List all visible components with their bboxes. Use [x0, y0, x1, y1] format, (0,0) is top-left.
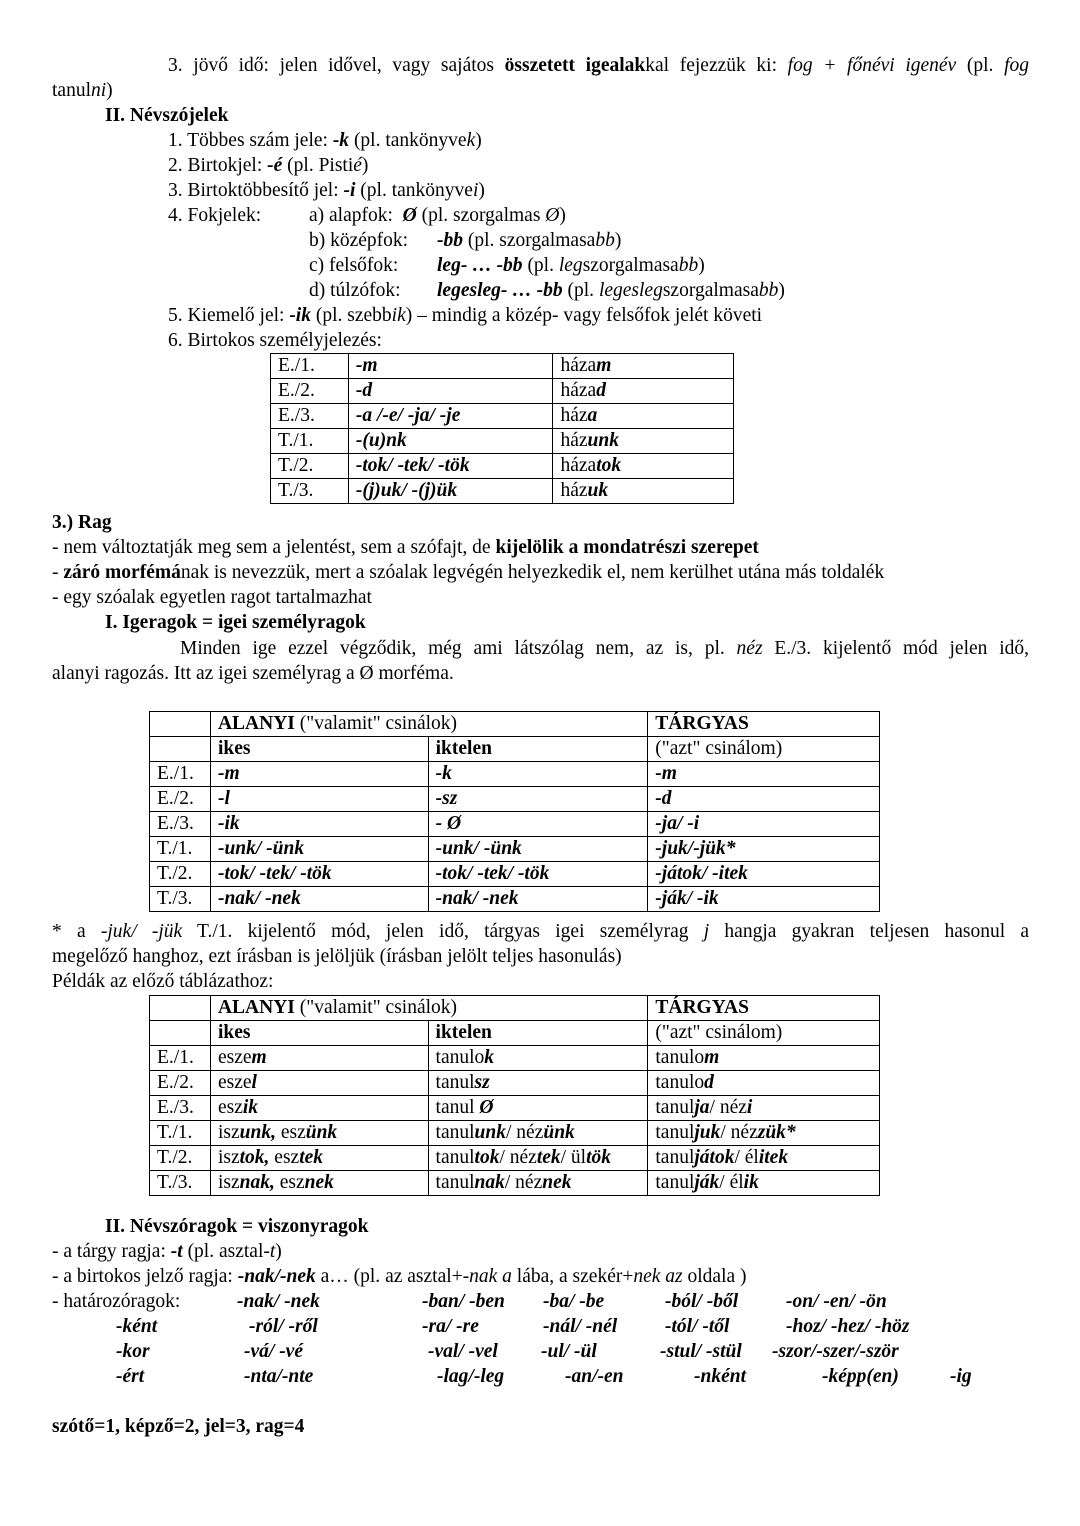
suffix-cell: -a /-e/ -ja/ -je: [348, 404, 553, 429]
empty-cell: [150, 996, 211, 1021]
table-row: [150, 812, 880, 837]
ikes-cell: -nak/ -nek: [210, 887, 428, 912]
suffix-cell: -m: [348, 354, 553, 379]
alanyi-header: ALANYI ("valamit" csinálok): [210, 996, 647, 1021]
person-cell: T./2.: [271, 454, 349, 479]
possessive-case: - a birtokos jelző ragja: -nak/-nek a… (pl. az asztal+-nak a lába, a szekér+nek az oldala ): [52, 1266, 747, 1287]
person-cell: E./3.: [150, 812, 211, 837]
rag-point-1: - nem változtatják meg sem a jelentést, sem a szófajt, de kijelölik a mondatrészi szerepet: [52, 537, 759, 558]
table-row: [271, 454, 734, 479]
table-row: [271, 429, 734, 454]
case-suffix: -ba/ -be: [543, 1291, 605, 1312]
case-suffix: -ra/ -re: [422, 1316, 479, 1337]
targyas-example-cell: tanulja/ nézi: [648, 1096, 880, 1121]
table-row: [271, 479, 734, 504]
targyas-example-cell: tanulom: [648, 1046, 880, 1071]
person-cell: E./2.: [150, 787, 211, 812]
suffix-cell: -(j)uk/ -(j)ük: [348, 479, 553, 504]
degree-superlative-detail: leg- … -bb (pl. legszorgalmasabb): [437, 255, 705, 276]
iktelen-cell: -unk/ -ünk: [428, 837, 648, 862]
table-row: [271, 404, 734, 429]
ikes-header: ikes: [210, 737, 428, 762]
targyas-cell: -ja/ -i: [648, 812, 880, 837]
rag-point-3: - egy szóalak egyetlen ragot tartalmazhat: [52, 587, 372, 608]
targyas-example-cell: tanulják/ élik: [648, 1171, 880, 1196]
table-row: [271, 354, 734, 379]
empty-cell: [150, 1021, 211, 1046]
person-cell: E./1.: [150, 762, 211, 787]
targyas-cell: -ják/ -ik: [648, 887, 880, 912]
iktelen-cell: -nak/ -nek: [428, 887, 648, 912]
iktelen-cell: -tok/ -tek/ -tök: [428, 862, 648, 887]
case-suffix: -nak/ -nek: [237, 1291, 320, 1312]
person-cell: T./2.: [150, 1146, 211, 1171]
targyas-example-cell: tanuljátok/ élitek: [648, 1146, 880, 1171]
emphatic-marker: 5. Kiemelő jel: -ik (pl. szebbik) – mindig a közép- vagy felsőfok jelét követi: [168, 305, 763, 326]
case-suffix: -hoz/ -hez/ -höz: [786, 1316, 910, 1337]
table-row: [150, 1121, 880, 1146]
targyas-cell: -játok/ -itek: [648, 862, 880, 887]
case-suffix: -tól/ -től: [665, 1316, 730, 1337]
person-cell: E./2.: [271, 379, 349, 404]
object-case: - a tárgy ragja: -t (pl. asztal-t): [52, 1241, 282, 1262]
targyas-header: TÁRGYAS: [648, 996, 880, 1021]
degree-excessive-detail: legesleg- … -bb (pl. legeslegszorgalmasabb): [437, 280, 785, 301]
nominal-heading: II. Névszójelek: [105, 105, 229, 126]
iktelen-example-cell: tanulnak/ néznek: [428, 1171, 648, 1196]
possessive-marker: 2. Birtokjel: -é (pl. Pistié): [168, 155, 369, 176]
case-suffix: -val/ -vel: [428, 1341, 498, 1362]
case-suffix: -vá/ -vé: [244, 1341, 303, 1362]
targyas-cell: -d: [648, 787, 880, 812]
table-row: [150, 762, 880, 787]
case-suffix: -ként: [116, 1316, 158, 1337]
degree-comparative: b) középfok:: [309, 230, 409, 251]
footnote: * a -juk/ -jük T./1. kijelentő mód, jelen idő, tárgyas igei személyrag j hangja gyakran teljesen hasonul a: [52, 921, 1030, 942]
iktelen-example-cell: tanulunk/ nézünk: [428, 1121, 648, 1146]
ikes-example-cell: iszunk, eszünk: [210, 1121, 428, 1146]
iktelen-cell: -k: [428, 762, 648, 787]
example-cell: háza: [553, 404, 734, 429]
alanyi-header: ALANYI ("valamit" csinálok): [210, 712, 647, 737]
suffix-cell: -(u)nk: [348, 429, 553, 454]
iktelen-cell: -sz: [428, 787, 648, 812]
table-row: [150, 787, 880, 812]
example-cell: házunk: [553, 429, 734, 454]
case-suffix: -ból/ -ből: [665, 1291, 739, 1312]
case-suffix: -képp(en): [822, 1366, 899, 1387]
targyas-subheader: ("azt" csinálom): [648, 737, 880, 762]
ikes-cell: -tok/ -tek/ -tök: [210, 862, 428, 887]
suffix-cell: -tok/ -tek/ -tök: [348, 454, 553, 479]
footnote-line-2: megelőző hanghoz, ezt írásban is jelöljük (írásban jelölt teljes hasonulás): [52, 946, 622, 967]
ikes-example-cell: isztok, esztek: [210, 1146, 428, 1171]
table-row: [150, 887, 880, 912]
future-tense-line: 3. jövő idő: jelen idővel, vagy sajátos összetett igealakkal fejezzük ki: fog + főnévi igenév (pl. fog: [168, 55, 1029, 76]
example-cell: házatok: [553, 454, 734, 479]
table-row: [150, 1071, 880, 1096]
case-suffix: -szor/-szer/-ször: [772, 1341, 899, 1362]
verb-endings-paragraph-2: alanyi ragozás. Itt az igei személyrag a Ø morféma.: [52, 663, 454, 684]
targyas-header: TÁRGYAS: [648, 712, 880, 737]
ikes-cell: -unk/ -ünk: [210, 837, 428, 862]
table-row: [150, 1046, 880, 1071]
targyas-cell: -juk/-jük*: [648, 837, 880, 862]
case-suffix: -an/-en: [565, 1366, 624, 1387]
ikes-example-cell: eszik: [210, 1096, 428, 1121]
person-cell: T./3.: [150, 1171, 211, 1196]
examples-label: Példák az előző táblázathoz:: [52, 971, 274, 992]
person-cell: E./1.: [271, 354, 349, 379]
summary-line: szótő=1, képző=2, jel=3, rag=4: [52, 1416, 305, 1437]
case-suffix: -ért: [116, 1366, 145, 1387]
example-cell: házam: [553, 354, 734, 379]
targyas-example-cell: tanulod: [648, 1071, 880, 1096]
table-row: [150, 837, 880, 862]
table-row: [271, 379, 734, 404]
possessive-person-label: 6. Birtokos személyjelezés:: [168, 330, 382, 351]
degree-superlative: c) felsőfok:: [309, 255, 399, 276]
targyas-cell: -m: [648, 762, 880, 787]
person-cell: T./1.: [150, 837, 211, 862]
verb-endings-heading: I. Igeragok = igei személyragok: [105, 612, 366, 633]
case-heading: II. Névszóragok = viszonyragok: [105, 1216, 369, 1237]
targyas-example-cell: tanuljuk/ nézzük*: [648, 1121, 880, 1146]
person-cell: E./3.: [150, 1096, 211, 1121]
suffix-cell: -d: [348, 379, 553, 404]
verb-endings-table: [149, 711, 880, 912]
person-cell: T./1.: [271, 429, 349, 454]
case-suffix: -ban/ -ben: [422, 1291, 505, 1312]
example-cell: házad: [553, 379, 734, 404]
empty-cell: [150, 712, 211, 737]
rag-point-2: - záró morfémának is nevezzük, mert a szóalak legvégén helyezkedik el, nem kerülhet utána más toldalék: [52, 562, 885, 583]
person-cell: T./3.: [271, 479, 349, 504]
case-suffix: -stul/ -stül: [660, 1341, 742, 1362]
degree-excessive: d) túlzófok:: [309, 280, 401, 301]
case-suffix: -ig: [950, 1366, 972, 1387]
table-row: [150, 1146, 880, 1171]
ikes-cell: -ik: [210, 812, 428, 837]
degree-label: 4. Fokjelek:: [168, 205, 262, 226]
degree-comparative-detail: -bb (pl. szorgalmasabb): [437, 230, 622, 251]
case-suffix: -nta/-nte: [244, 1366, 314, 1387]
iktelen-header: iktelen: [428, 1021, 648, 1046]
case-suffix: -lag/-leg: [437, 1366, 505, 1387]
person-cell: T./3.: [150, 887, 211, 912]
rag-heading: 3.) Rag: [52, 512, 112, 533]
person-cell: E./2.: [150, 1071, 211, 1096]
person-cell: T./2.: [150, 862, 211, 887]
future-tense-line-2: tanulni): [52, 80, 113, 101]
possessive-plural-marker: 3. Birtoktöbbesítő jel: -i (pl. tankönyvei): [168, 180, 485, 201]
table-row: [150, 1096, 880, 1121]
table-row: [150, 862, 880, 887]
empty-cell: [150, 737, 211, 762]
person-cell: E./3.: [271, 404, 349, 429]
iktelen-example-cell: tanul Ø: [428, 1096, 648, 1121]
person-cell: E./1.: [150, 1046, 211, 1071]
example-cell: házuk: [553, 479, 734, 504]
case-suffix: -ul/ -ül: [541, 1341, 597, 1362]
ikes-example-cell: eszem: [210, 1046, 428, 1071]
ikes-cell: -m: [210, 762, 428, 787]
iktelen-example-cell: tanulok: [428, 1046, 648, 1071]
ikes-cell: -l: [210, 787, 428, 812]
case-suffix: -kor: [116, 1341, 150, 1362]
adverbial-label: - határozóragok:: [52, 1291, 181, 1312]
person-cell: T./1.: [150, 1121, 211, 1146]
verb-endings-paragraph: Minden ige ezzel végződik, még ami látszólag nem, az is, pl. néz E./3. kijelentő mód jelen idő,: [180, 638, 1029, 659]
iktelen-example-cell: tanulsz: [428, 1071, 648, 1096]
ikes-header: ikes: [210, 1021, 428, 1046]
case-suffix: -on/ -en/ -ön: [786, 1291, 887, 1312]
ikes-example-cell: eszel: [210, 1071, 428, 1096]
degree-positive: a) alapfok: Ø (pl. szorgalmas Ø): [309, 205, 566, 226]
plural-marker: 1. Többes szám jele: -k (pl. tankönyvek): [168, 130, 482, 151]
case-suffix: -nként: [694, 1366, 747, 1387]
iktelen-cell: - Ø: [428, 812, 648, 837]
table-row: [150, 1171, 880, 1196]
possessive-person-table: [270, 353, 734, 504]
example-table: [149, 995, 880, 1196]
iktelen-header: iktelen: [428, 737, 648, 762]
targyas-subheader: ("azt" csinálom): [648, 1021, 880, 1046]
iktelen-example-cell: tanultok/ néztek/ ültök: [428, 1146, 648, 1171]
case-suffix: -nál/ -nél: [543, 1316, 618, 1337]
case-suffix: -ról/ -ről: [249, 1316, 318, 1337]
ikes-example-cell: isznak, esznek: [210, 1171, 428, 1196]
